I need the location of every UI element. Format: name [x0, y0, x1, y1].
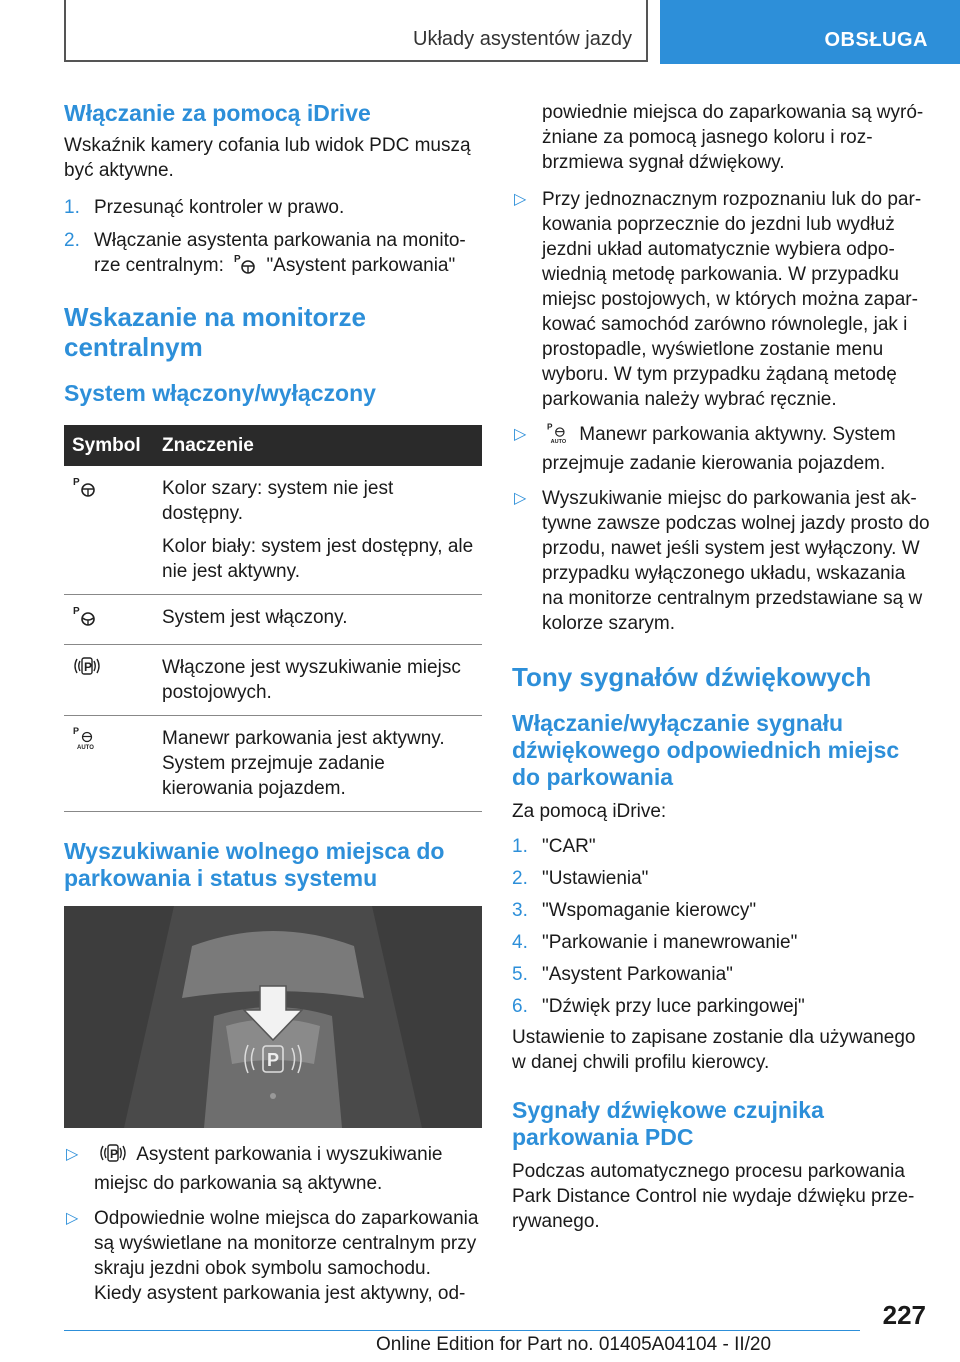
triangle-bullet-icon: ▷ [514, 490, 527, 507]
step-number: 6. [512, 996, 528, 1017]
list-item [512, 422, 930, 476]
svg-text:P: P [84, 660, 93, 674]
parking-search-illustration [64, 906, 482, 1128]
table-row [64, 716, 482, 812]
svg-text:P: P [267, 1050, 280, 1070]
parking-auto-icon [72, 726, 98, 750]
right-bullets [512, 187, 930, 636]
list-item [64, 195, 482, 220]
section-tab [660, 0, 960, 64]
right-column [512, 100, 930, 1234]
list-item [512, 486, 930, 636]
step-text: "CAR" [542, 836, 596, 857]
step-number: 1. [64, 197, 80, 218]
bullet-text: Wyszukiwanie miejsc do parkowania jest aktywne zawsze podczas wolnej jazdy prosto do przodu, nawet jeśli system jest wyłączony. W przypadku wyłączonego układu, wskazania na monitorze centralnym przedstawiane są w kolorze szarym. [542, 488, 930, 634]
column-symbol: Symbol [64, 425, 154, 466]
symbol-cell [64, 645, 154, 716]
footer-divider [64, 1330, 860, 1331]
step-number: 3. [512, 900, 528, 921]
parking-space-search-icon [72, 655, 102, 677]
meaning-cell [154, 645, 482, 716]
symbol-cell [64, 716, 154, 812]
column-meaning: Znaczenie [154, 425, 482, 466]
heading-monitor: Wskazanie na monitorze centralnym [64, 302, 366, 362]
step-number: 2. [64, 230, 80, 251]
edition-text: Online Edition for Part no. 01405A04104 - II/20 [376, 1334, 772, 1355]
svg-text:P: P [110, 1147, 119, 1161]
step-number: 2. [512, 868, 528, 889]
list-item [512, 962, 930, 987]
left-column [64, 100, 482, 1306]
page-header [0, 0, 960, 66]
heading-pdc: Sygnały dźwiękowe czujnika parkowania PDC [512, 1097, 824, 1150]
svg-text:P: P [73, 477, 80, 488]
parking-space-search-icon [98, 1142, 128, 1171]
triangle-bullet-icon: ▷ [514, 426, 527, 443]
list-item [64, 228, 482, 282]
heading-tones: Tony sygnałów dźwiękowych [512, 662, 872, 692]
table-row [64, 595, 482, 645]
step-text: "Asystent Parkowania" [542, 964, 733, 985]
search-bullets [64, 1142, 482, 1306]
meaning-cell [154, 595, 482, 645]
list-item [64, 1142, 482, 1196]
step-text: "Dźwięk przy luce parkingowej" [542, 996, 805, 1017]
list-item [512, 866, 930, 891]
heading-search: Wyszukiwanie wolnego miejsca do parkowania i status systemu [64, 838, 445, 891]
section-label: OBSŁUGA [824, 29, 928, 51]
list-item [512, 994, 930, 1019]
step-text: "Wspomaganie kierowcy" [542, 900, 757, 921]
settings-steps [512, 834, 930, 1019]
meaning-text: Kolor szary: system nie jest dostępny. [162, 478, 394, 524]
step-text: Przesunąć kontroler w prawo. [94, 197, 345, 218]
meaning-cell [154, 716, 482, 812]
symbol-cell [64, 466, 154, 595]
parking-auto-icon [546, 422, 570, 451]
meaning-text: System jest włączony. [162, 607, 348, 628]
triangle-bullet-icon: ▷ [66, 1146, 79, 1163]
triangle-bullet-icon: ▷ [514, 191, 527, 208]
svg-text:P: P [73, 726, 80, 736]
symbol-cell [64, 595, 154, 645]
step-text-menu: "Asystent parkowania" [266, 255, 456, 276]
page-number: 227 [882, 1300, 926, 1330]
car-parking-image [64, 906, 482, 1128]
bullet-text: Odpowiednie wolne miejsca do zaparkowania są wyświetlane na monitorze centralnym przy skraju jezdni obok symbolu samochodu. Kiedy asystent parkowania jest aktywny, od- [94, 1208, 479, 1304]
continued-text: powiednie miejsca do zaparkowania są wyróżniane za pomocą jasnego koloru i rozbrzmiewa sygnał dźwiękowy. [542, 102, 924, 173]
idrive-steps [64, 195, 482, 282]
symbol-table [64, 425, 482, 812]
svg-text:P: P [547, 422, 553, 432]
step-text: "Ustawienia" [542, 868, 649, 889]
step-number: 4. [512, 932, 528, 953]
table-row [64, 645, 482, 716]
list-item [512, 930, 930, 955]
step-text: Włączanie asystenta parkowania na monitorze centralnym: [94, 230, 466, 276]
paragraph-via: Za pomocą iDrive: [512, 801, 667, 822]
meaning-text: Kolor biały: system jest dostępny, ale nie jest aktywny. [162, 536, 474, 582]
list-item [64, 1206, 482, 1306]
paragraph-saved: Ustawienie to zapisane zostanie dla używanego w danej chwili profilu kierowcy. [512, 1027, 916, 1073]
heading-toggle: Włączanie/wyłączanie sygnału dźwiękowego odpowiednich miejsc do parkowania [512, 710, 900, 790]
chapter-frame [64, 0, 648, 62]
bullet-text: Przy jednoznacznym rozpoznaniu luk do parkowania poprzecznie do jezdni lub wydłuż jezdni układ automatycznie wybiera odpowiednią metodę parkowania. W przypadku miejsc postojowych, w których można zaparkować samochód zarówno równolegle, jak i prostopadle, wyświetlone zostanie menu wyboru. W tym przypadku żądaną metodę parkowania należy wybrać ręcznie. [542, 189, 922, 410]
svg-text:P: P [234, 254, 241, 265]
svg-text:AUTO: AUTO [77, 745, 94, 750]
list-item [512, 187, 930, 412]
parking-assistant-icon [72, 476, 98, 498]
bullet-text: Manewr parkowania aktywny. System przejmuje zadanie kierowania pojazdem. [542, 424, 896, 474]
paragraph-idrive: Wskaźnik kamery cofania lub widok PDC muszą być aktywne. [64, 135, 471, 181]
heading-idrive: Włączanie za pomocą iDrive [64, 100, 371, 126]
parking-assistant-active-icon [72, 605, 98, 627]
paragraph-pdc: Podczas automatycznego procesu parkowania Park Distance Control nie wydaje dźwięku przerywanego. [512, 1161, 915, 1232]
chapter-title: Układy asystentów jazdy [413, 28, 632, 50]
svg-text:P: P [73, 606, 80, 617]
parking-assistant-icon [233, 253, 257, 282]
bullet-text: Asystent parkowania i wyszukiwanie miejsc do parkowania są aktywne. [94, 1144, 443, 1194]
meaning-text: Manewr parkowania jest aktywny. System przejmuje zadanie kierowania pojazdem. [162, 728, 445, 799]
meaning-cell [154, 466, 482, 595]
table-row [64, 466, 482, 595]
list-item [512, 834, 930, 859]
triangle-bullet-icon: ▷ [66, 1210, 79, 1227]
heading-system: System włączony/wyłączony [64, 380, 376, 406]
meaning-text: Włączone jest wyszukiwanie miejsc postojowych. [162, 657, 461, 703]
step-number: 5. [512, 964, 528, 985]
list-item [512, 898, 930, 923]
step-number: 1. [512, 836, 528, 857]
step-text: "Parkowanie i manewrowanie" [542, 932, 798, 953]
table-header-row [64, 425, 482, 466]
svg-text:AUTO: AUTO [550, 439, 567, 444]
